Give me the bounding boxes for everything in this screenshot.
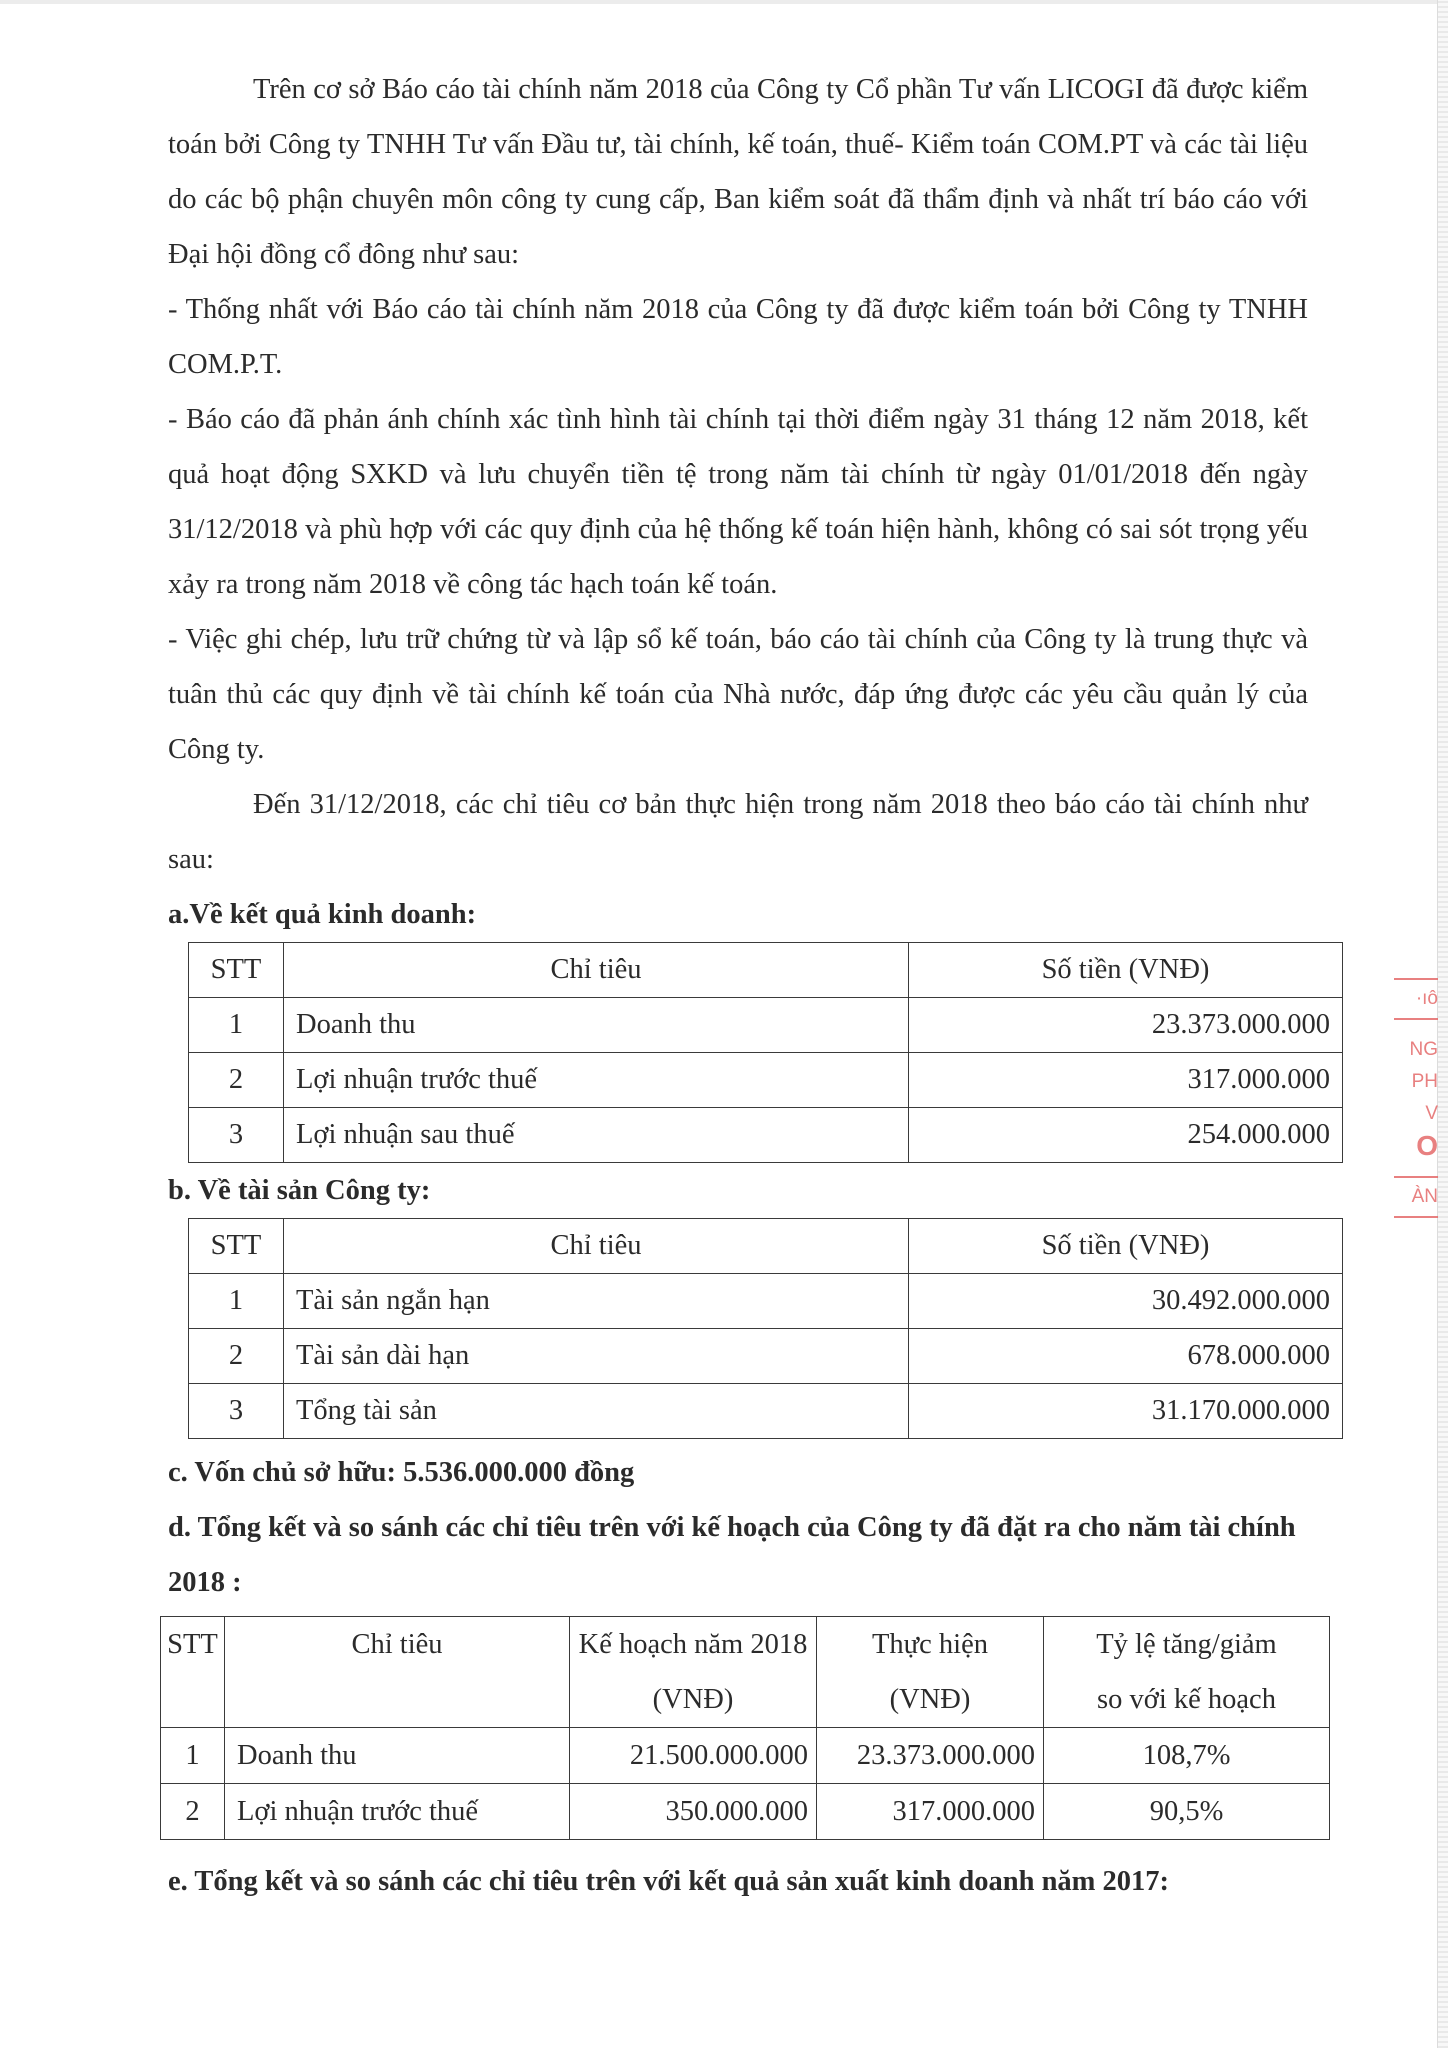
cell-amount: 23.373.000.000	[909, 998, 1343, 1053]
section-d-heading: d. Tổng kết và so sánh các chỉ tiêu trên với kế hoạch của Công ty đã đặt ra cho năm tài chính 2018 :	[168, 1512, 1296, 1598]
cell-stt: 2	[189, 1329, 284, 1384]
table-header-row	[189, 943, 1343, 998]
stamp-text: ÀN	[1411, 1186, 1438, 1207]
cell-amount: 317.000.000	[909, 1053, 1343, 1108]
header-amount: Số tiền (VNĐ)	[909, 1219, 1343, 1274]
stamp-rule	[1394, 1216, 1438, 1218]
cell-rate: 108,7%	[1044, 1728, 1330, 1784]
cell-indicator: Lợi nhuận sau thuế	[284, 1108, 909, 1163]
cell-plan: 21.500.000.000	[570, 1728, 817, 1784]
plan-comparison-table	[160, 1616, 1330, 1840]
stamp-text: O	[1416, 1130, 1438, 1161]
cell-indicator: Doanh thu	[284, 998, 909, 1053]
header-indicator: Chỉ tiêu	[284, 943, 909, 998]
cell-stt: 1	[189, 1274, 284, 1329]
header-actual	[817, 1617, 1044, 1728]
bullet-agreement: - Thống nhất với Báo cáo tài chính năm 2018 của Công ty đã được kiểm toán bởi Công ty TNHH COM.P.T.	[168, 294, 1308, 380]
section-e-heading: e. Tổng kết và so sánh các chỉ tiêu trên với kết quả sản xuất kinh doanh năm 2017:	[168, 1866, 1170, 1897]
table-row	[189, 998, 1343, 1053]
stamp-text: ·ıô	[1415, 988, 1438, 1009]
bullet-accuracy: - Báo cáo đã phản ánh chính xác tình hình tài chính tại thời điểm ngày 31 tháng 12 năm 2018, kết quả hoạt động SXKD và lưu chuyển tiền tệ trong năm tài chính từ ngày 01/01/2018 đến ngày 31/12/2018 và phù hợp với các quy định của hệ thống kế toán hiện hành, không có sai sót trọng yếu xảy ra trong năm 2018 về công tác hạch toán kế toán.	[168, 404, 1308, 600]
header-amount: Số tiền (VNĐ)	[909, 943, 1343, 998]
scan-right-edge	[1437, 0, 1448, 2048]
cell-indicator: Lợi nhuận trước thuế	[284, 1053, 909, 1108]
header-rate-line1: Tỷ lệ tăng/giảm	[1096, 1629, 1277, 1660]
stamp-rule	[1394, 978, 1438, 980]
cell-stt: 2	[161, 1784, 225, 1840]
summary-paragraph: Đến 31/12/2018, các chỉ tiêu cơ bản thực hiện trong năm 2018 theo báo cáo tài chính như sau:	[168, 789, 1308, 875]
section-b-heading: b. Về tài sản Công ty:	[168, 1175, 431, 1206]
cell-indicator: Tài sản dài hạn	[284, 1329, 909, 1384]
company-stamp-fragment	[1394, 975, 1438, 1221]
header-actual-line1: Thực hiện	[872, 1629, 988, 1660]
stamp-text: NG	[1409, 1039, 1438, 1060]
cell-indicator: Lợi nhuận trước thuế	[225, 1784, 570, 1840]
business-results-table	[188, 942, 1343, 1163]
cell-indicator: Doanh thu	[225, 1728, 570, 1784]
table-row	[189, 1108, 1343, 1163]
cell-actual: 23.373.000.000	[817, 1728, 1044, 1784]
cell-stt: 3	[189, 1108, 284, 1163]
table-row	[189, 1329, 1343, 1384]
cell-plan: 350.000.000	[570, 1784, 817, 1840]
header-rate-line2: so với kế hoạch	[1097, 1684, 1276, 1715]
stamp-rule	[1394, 1176, 1438, 1178]
cell-stt: 3	[189, 1384, 284, 1439]
table-row	[161, 1728, 1330, 1784]
section-a-heading: a.Về kết quả kinh doanh:	[168, 899, 477, 930]
bullet-compliance: - Việc ghi chép, lưu trữ chứng từ và lập sổ kế toán, báo cáo tài chính của Công ty là trung thực và tuân thủ các quy định về tài chính kế toán của Nhà nước, đáp ứng được các yêu cầu quản lý của Công ty.	[168, 624, 1308, 765]
cell-actual: 317.000.000	[817, 1784, 1044, 1840]
table-row	[189, 1274, 1343, 1329]
table-row	[189, 1384, 1343, 1439]
document-page	[167, 62, 1330, 1909]
cell-amount: 30.492.000.000	[909, 1274, 1343, 1329]
cell-amount: 678.000.000	[909, 1329, 1343, 1384]
cell-stt: 1	[161, 1728, 225, 1784]
header-indicator: Chỉ tiêu	[225, 1617, 570, 1728]
cell-amount: 31.170.000.000	[909, 1384, 1343, 1439]
stamp-rule	[1394, 1018, 1438, 1020]
stamp-text: PH	[1411, 1071, 1438, 1092]
cell-stt: 1	[189, 998, 284, 1053]
table-row	[189, 1053, 1343, 1108]
table-header-row	[161, 1617, 1330, 1728]
intro-paragraph: Trên cơ sở Báo cáo tài chính năm 2018 của Công ty Cổ phần Tư vấn LICOGI đã được kiểm toán bởi Công ty TNHH Tư vấn Đầu tư, tài chính, kế toán, thuế- Kiểm toán COM.PT và các tài liệu do các bộ phận chuyên môn công ty cung cấp, Ban kiểm soát đã thẩm định và nhất trí báo cáo với Đại hội đồng cổ đông như sau:	[168, 74, 1308, 270]
header-plan-line2: (VNĐ)	[652, 1684, 734, 1715]
company-assets-table	[188, 1218, 1343, 1439]
scan-top-edge	[0, 0, 1448, 4]
cell-rate: 90,5%	[1044, 1784, 1330, 1840]
cell-indicator: Tài sản ngắn hạn	[284, 1274, 909, 1329]
header-indicator: Chỉ tiêu	[284, 1219, 909, 1274]
header-stt: STT	[161, 1617, 225, 1728]
stamp-text: V	[1425, 1103, 1438, 1124]
section-c-equity: c. Vốn chủ sở hữu: 5.536.000.000 đồng	[168, 1457, 635, 1488]
cell-amount: 254.000.000	[909, 1108, 1343, 1163]
table-header-row	[189, 1219, 1343, 1274]
header-actual-line2: (VNĐ)	[889, 1684, 971, 1715]
table-row	[161, 1784, 1330, 1840]
cell-indicator: Tổng tài sản	[284, 1384, 909, 1439]
header-stt: STT	[189, 943, 284, 998]
header-stt: STT	[189, 1219, 284, 1274]
cell-stt: 2	[189, 1053, 284, 1108]
header-plan-line1: Kế hoạch năm 2018	[578, 1629, 808, 1660]
header-rate	[1044, 1617, 1330, 1728]
header-plan	[570, 1617, 817, 1728]
